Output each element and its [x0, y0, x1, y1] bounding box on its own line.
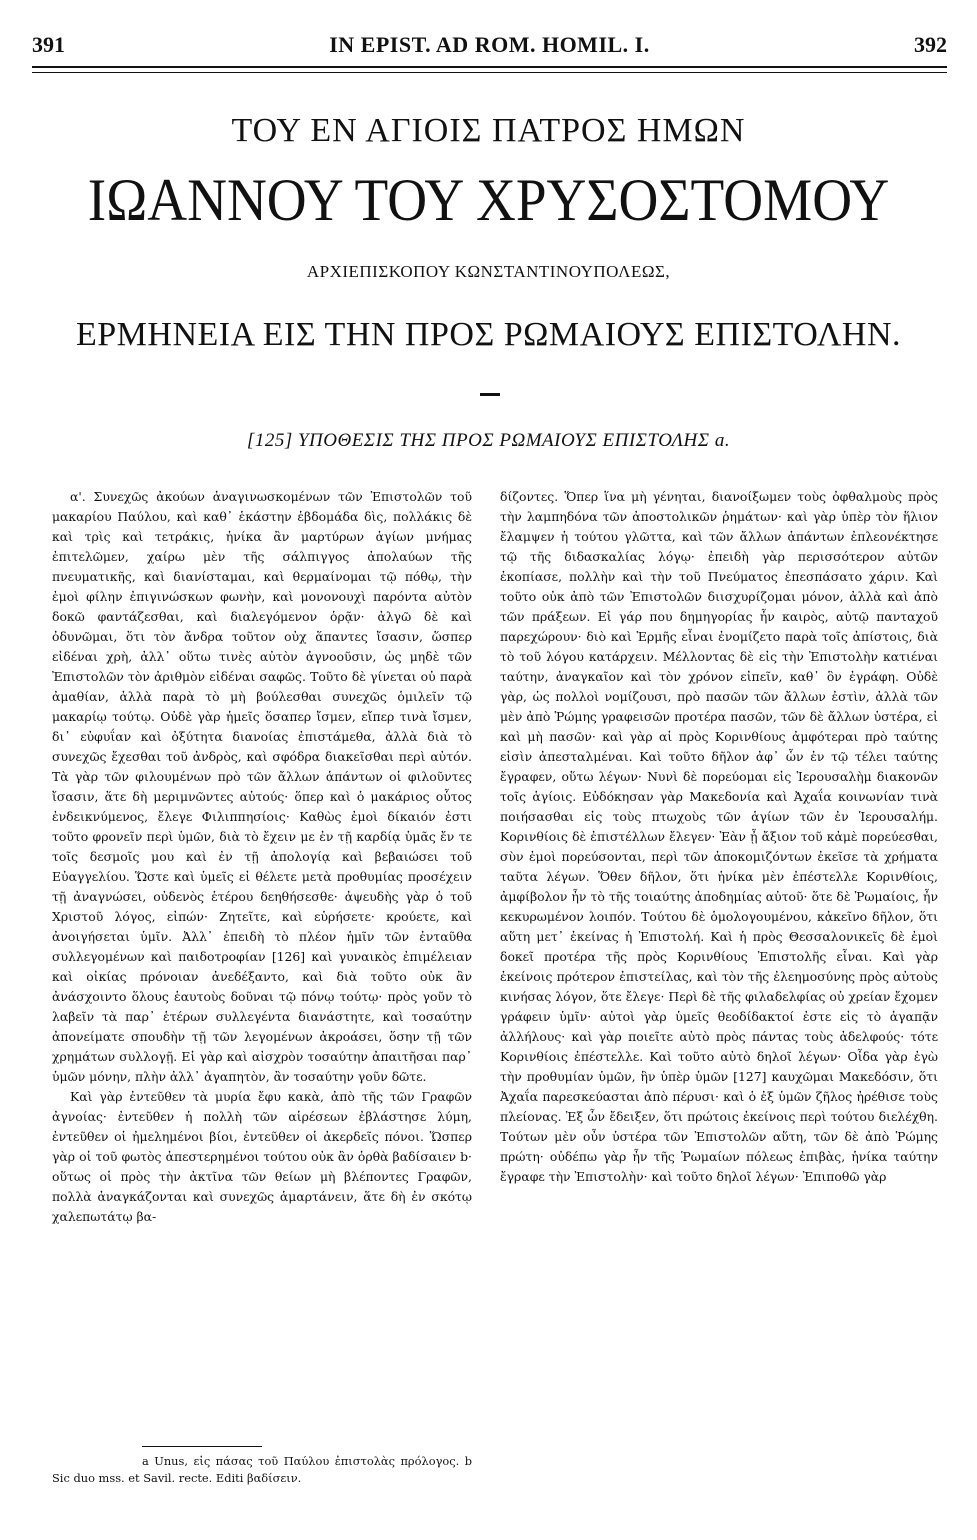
- running-head: [32, 32, 947, 58]
- title-separator: [480, 393, 500, 396]
- footnotes: [52, 1446, 472, 1487]
- left-column: [52, 487, 472, 1227]
- header-rule: [32, 66, 947, 73]
- running-title: IN EPIST. AD ROM. HOMIL. I.: [329, 32, 650, 57]
- title-author-office: ΑΡΧΙΕΠΙΣΚΟΠΟΥ ΚΩΝΣΤΑΝΤΙΝΟΥΠΟΛΕΩΣ,: [306, 262, 671, 281]
- footnote-rule: [142, 1446, 262, 1447]
- paragraph: δίζοντες. Ὅπερ ἵνα μὴ γένηται, διανοίξωμεν τοὺς ὀφθαλμοὺς πρὸς τὴν λαμπηδόνα τῶν ἀποστολικῶν ῥημάτων· καὶ γὰρ ὑπὲρ τὸν ἥλιον ἔλαμψεν ἡ τούτου γλῶττα, καὶ τῶν ἄλλων ἁπάντων ἐπλεονέκτησε τῷ τῆς διδασκαλίας λόγῳ· ἐπειδὴ γὰρ περισσότερον αὐτῶν ἐκοπίασε, πολλὴν καὶ τὴν τοῦ Πνεύματος ἐπεσπάσατο χάριν. Καὶ τοῦτο οὐκ ἀπὸ τῶν Ἐπιστολῶν διισχυρίζομαι μόνον, ἀλλὰ καὶ ἀπὸ τῶν πράξεων. Εἰ γάρ που δημηγορίας ἦν καιρὸς, αὐτῷ πανταχοῦ παρεχώρουν· διὸ καὶ Ἑρμῆς εἶναι ἐνομίζετο παρὰ τοῖς ἀπίστοις, διὰ τὸ τοῦ λόγου κατάρχειν. Μέλλοντας δὲ εἰς τὴν Ἐπιστολὴν κατιέναι ταύτην, ἀναγκαῖον καὶ τὸν χρόνον εἰπεῖν, καθ᾽ ὃν ἐγράφη. Οὐδὲ γὰρ, ὡς πολλοὶ νομίζουσι, πρὸ πασῶν τῶν ἄλλων ἐστὶν, ἀλλὰ τῶν μὲν ἀπὸ Ῥώμης γραφεισῶν προτέρα πασῶν, τῶν δὲ ἄλλων ὑστέρα, εἰ καὶ μὴ πασῶν· καὶ γὰρ αἱ πρὸς Κορινθίους ἀμφότεραι πρὸ ταύτης εἰσὶν ἀπεσταλμέναι. Καὶ τοῦτο δῆλον ἀφ᾽ ὧν ἐν τῷ τέλει ταύτης ἔγραφεν, οὕτω λέγων· Νυνὶ δὲ πορεύομαι εἰς Ἱερουσαλὴμ διακονῶν τοῖς ἁγίοις. Εὐδόκησαν γὰρ Μακεδονία καὶ Ἀχαΐα κοινωνίαν τινὰ ποιήσασθαι εἰς τοὺς πτωχοὺς τῶν ἁγίων τῶν ἐν Ἱερουσαλήμ. Κορινθίοις δὲ ἐπιστέλλων ἔλεγεν· Ἐὰν ᾖ ἄξιον τοῦ κἀμὲ πορεύεσθαι, σὺν ἐμοὶ πορεύσονται, περὶ τῶν ἀποκομιζόντων ἐκεῖσε τὰ χρήματα ταῦτα λέγων. Ὅθεν δῆλον, ὅτι ἡνίκα μὲν ἐπέστελλε Κορινθίοις, ἀμφίβολον ἦν τὸ τῆς τοιαύτης ἀποδημίας αὐτοῦ· ὅτε δὲ Ῥωμαίοις, ἦν κεκυρωμένον λοιπόν. Τούτου δὲ ὁμολογουμένου, κἀκεῖνο δῆλον, ὅτι αὕτη μετ᾽ ἐκείνας ἡ Ἐπιστολή. Καὶ ἡ πρὸς Θεσσαλονικεῖς δὲ ἐμοὶ δοκεῖ προτέρα τῆς πρὸς Κορινθίους Ἐπιστολῆς εἶναι. Καὶ γὰρ ἐκείνοις πρότερον ἐπιστείλας, καὶ τὸν τῆς ἐλεημοσύνης πρὸς αὐτοὺς κινήσας λόγον, ὅτε ἔλεγε· Περὶ δὲ τῆς φιλαδελφίας οὐ χρείαν ἔχομεν γράφειν ὑμῖν· αὐτοὶ γὰρ ὑμεῖς θεοδίδακτοί ἐστε εἰς τὸ ἀγαπᾷν ἀλλήλους· καὶ γὰρ ποιεῖτε αὐτὸ πρὸς πάντας τοὺς ἀδελφούς· τότε Κορινθίοις ἐπέστελλε. Καὶ τοῦτο αὐτὸ δηλοῖ λέγων· Οἶδα γὰρ ἐγὼ τὴν προθυμίαν ὑμῶν, ἣν ὑπὲρ ὑμῶν [127] καυχῶμαι Μακεδόσιν, ὅτι Ἀχαΐα παρεσκεύασται ἀπὸ πέρυσι· καὶ ὁ ἐξ ὑμῶν ζῆλος ἠρέθισε τοὺς πλείονας. Ἐξ ὧν ἔδειξεν, ὅτι πρώτοις ἐκείνοις περὶ τούτου διελέχθη. Τούτων μὲν οὖν ὑστέρα τῶν Ἐπιστολῶν αὕτη, τῶν δὲ ἀπὸ Ῥώμης πρώτη· οὐδέπω γὰρ ἦν τῆς Ῥωμαίων πόλεως ἐπιβὰς, ἡνίκα ταύτην ἔγραφε τὴν Ἐπιστολὴν· καὶ τοῦτο δηλοῖ λέγων· Ἐπιποθῶ γὰρ: [500, 489, 938, 1184]
- title-work: ΕΡΜΗΝΕΙΑ ΕΙΣ ΤΗΝ ΠΡΟΣ ΡΩΜΑΙΟΥΣ ΕΠΙΣΤΟΛΗΝ.: [76, 316, 901, 353]
- footnote-text: a Unus, εἰς πάσας τοῦ Παύλου ἐπιστολὰς πρόλογος. b Sic duo mss. et Savil. recte. Editi βαδίσειν.: [52, 1454, 472, 1485]
- left-page-number: 391: [32, 32, 65, 57]
- right-page-number: 392: [914, 32, 947, 57]
- paragraph: Καὶ γὰρ ἐντεῦθεν τὰ μυρία ἔφυ κακὰ, ἀπὸ τῆς τῶν Γραφῶν ἀγνοίας· ἐντεῦθεν ἡ πολλὴ τῶν αἱρέσεων ἐβλάστησε λύμη, ἐντεῦθεν οἱ ἠμελημένοι βίοι, ἐντεῦθεν οἱ ἀκερδεῖς πόνοι. Ὥσπερ γὰρ οἱ τοῦ φωτὸς ἀπεστερημένοι τούτου οὐκ ἂν ὀρθὰ βαδίσαιεν b· οὕτως οἱ πρὸς τὴν ἀκτῖνα τῶν θείων μὴ βλέποντες Γραφῶν, πολλὰ ἀναγκάζονται καὶ συνεχῶς ἁμαρτάνειν, ἅτε δὴ ἐν σκότῳ χαλεπωτάτῳ βα-: [52, 1089, 472, 1224]
- paragraph: α'. Συνεχῶς ἀκούων ἀναγινωσκομένων τῶν Ἐπιστολῶν τοῦ μακαρίου Παύλου, καὶ καθ᾽ ἑκάστην ἑβδομάδα δὶς, πολλάκις δὲ καὶ τρὶς καὶ τετράκις, ἡνίκα ἂν μαρτύρων ἁγίων μνήμας ἐπιτελῶμεν, χαίρω μὲν τῆς σάλπιγγος ἀπολαύων τῆς πνευματικῆς, καὶ διανίσταμαι, καὶ θερμαίνομαι τῷ πόθῳ, τὴν ἐμοὶ φίλην ἐπιγινώσκων φωνὴν, καὶ μονονουχὶ παρόντα αὐτὸν δοκῶ φαντάζεσθαι, καὶ διαλεγόμενον ὁρᾷν· ἀλγῶ δὲ καὶ ὀδυνῶμαι, ὅτι τὸν ἄνδρα τοῦτον οὐχ ἅπαντες ἴσασιν, ὥσπερ εἰδέναι χρὴ, ἀλλ᾽ οὕτω τινὲς αὐτὸν ἀγνοοῦσιν, ὡς μηδὲ τῶν Ἐπιστολῶν τὸν ἀριθμὸν εἰδέναι σαφῶς. Τοῦτο δὲ γίνεται οὐ παρὰ ἀμαθίαν, ἀλλὰ παρὰ τὸ μὴ βούλεσθαι συνεχῶς ὁμιλεῖν τῷ μακαρίῳ τούτῳ. Οὐδὲ γὰρ ἡμεῖς ὅσαπερ ἴσμεν, εἴπερ τινὰ ἴσμεν, δι᾽ εὐφυΐαν καὶ ὀξύτητα διανοίας ἐπιστάμεθα, ἀλλὰ διὰ τὸ συνεχῶς ἔχεσθαι τοῦ ἀνδρὸς, καὶ σφόδρα διακεῖσθαι περὶ αὐτόν. Τὰ γὰρ τῶν φιλουμένων πρὸ τῶν ἄλλων ἁπάντων οἱ φιλοῦντες ἴσασιν, ἅτε δὴ μεριμνῶντες αὐτούς· ὅπερ καὶ ὁ μακάριος οὗτος ἐνδεικνύμενος, ἔλεγε Φιλιππησίοις· Καθὼς ἐμοὶ δίκαιόν ἐστι τοῦτο φρονεῖν περὶ ὑμῶν, διὰ τὸ ἔχειν με ἐν τῇ καρδίᾳ ὑμᾶς ἔν τε τοῖς δεσμοῖς μου καὶ ἐν τῇ ἀπολογίᾳ καὶ βεβαιώσει τοῦ Εὐαγγελίου. Ὥστε καὶ ὑμεῖς εἰ θέλετε μετὰ προθυμίας προσέχειν τῇ ἀναγνώσει, οὐδενὸς ἑτέρου δεηθήσεσθε· ἀψευδὴς γὰρ ὁ τοῦ Χριστοῦ λόγος, εἰπών· Ζητεῖτε, καὶ εὑρήσετε· κρούετε, καὶ ἀνοιγήσεται ὑμῖν. Ἀλλ᾽ ἐπειδὴ τὸ πλέον ἡμῖν τῶν ἐνταῦθα συλλεγομένων καὶ παιδοτροφίαν [126] καὶ γυναικὸς ἐπιμέλειαν καὶ οἰκίας πρόνοιαν ἀνεδέξαντο, καὶ διὰ τοῦτο οὐκ ἂν ἀνάσχοιντο ὅλους ἑαυτοὺς δοῦναι τῷ πόνῳ τούτῳ· πρὸς γοῦν τὸ λαβεῖν τὰ παρ᾽ ἑτέρων συλλεγέντα διανάστητε, καὶ τοσαύτην ἀπονείματε σπουδὴν τῇ τῶν λεγομένων ἀκροάσει, ὅσην τῇ τῶν χρημάτων συλλογῇ. Εἰ γὰρ καὶ αἰσχρὸν τοσαύτην ἀπαιτῆσαι παρ᾽ ὑμῶν μόνην, πλὴν ἀλλ᾽ ἀγαπητὸν, ἂν τοσαύτην γοῦν δῶτε.: [52, 489, 472, 1084]
- title-author-name: ΙΩΑΝΝΟΥ ΤΟΥ ΧΡΥΣΟΣΤΟΜΟΥ: [87, 167, 890, 233]
- title-line-1: ΤΟΥ ΕΝ ΑΓΙΟΙΣ ΠΑΤΡΟΣ ΗΜΩΝ: [231, 112, 746, 149]
- section-subtitle: [125] ΥΠΟΘΕΣΙΣ ΤΗΣ ΠΡΟΣ ΡΩΜΑΙΟΥΣ ΕΠΙΣΤΟΛΗΣ a.: [246, 430, 731, 451]
- right-column: [500, 487, 938, 1187]
